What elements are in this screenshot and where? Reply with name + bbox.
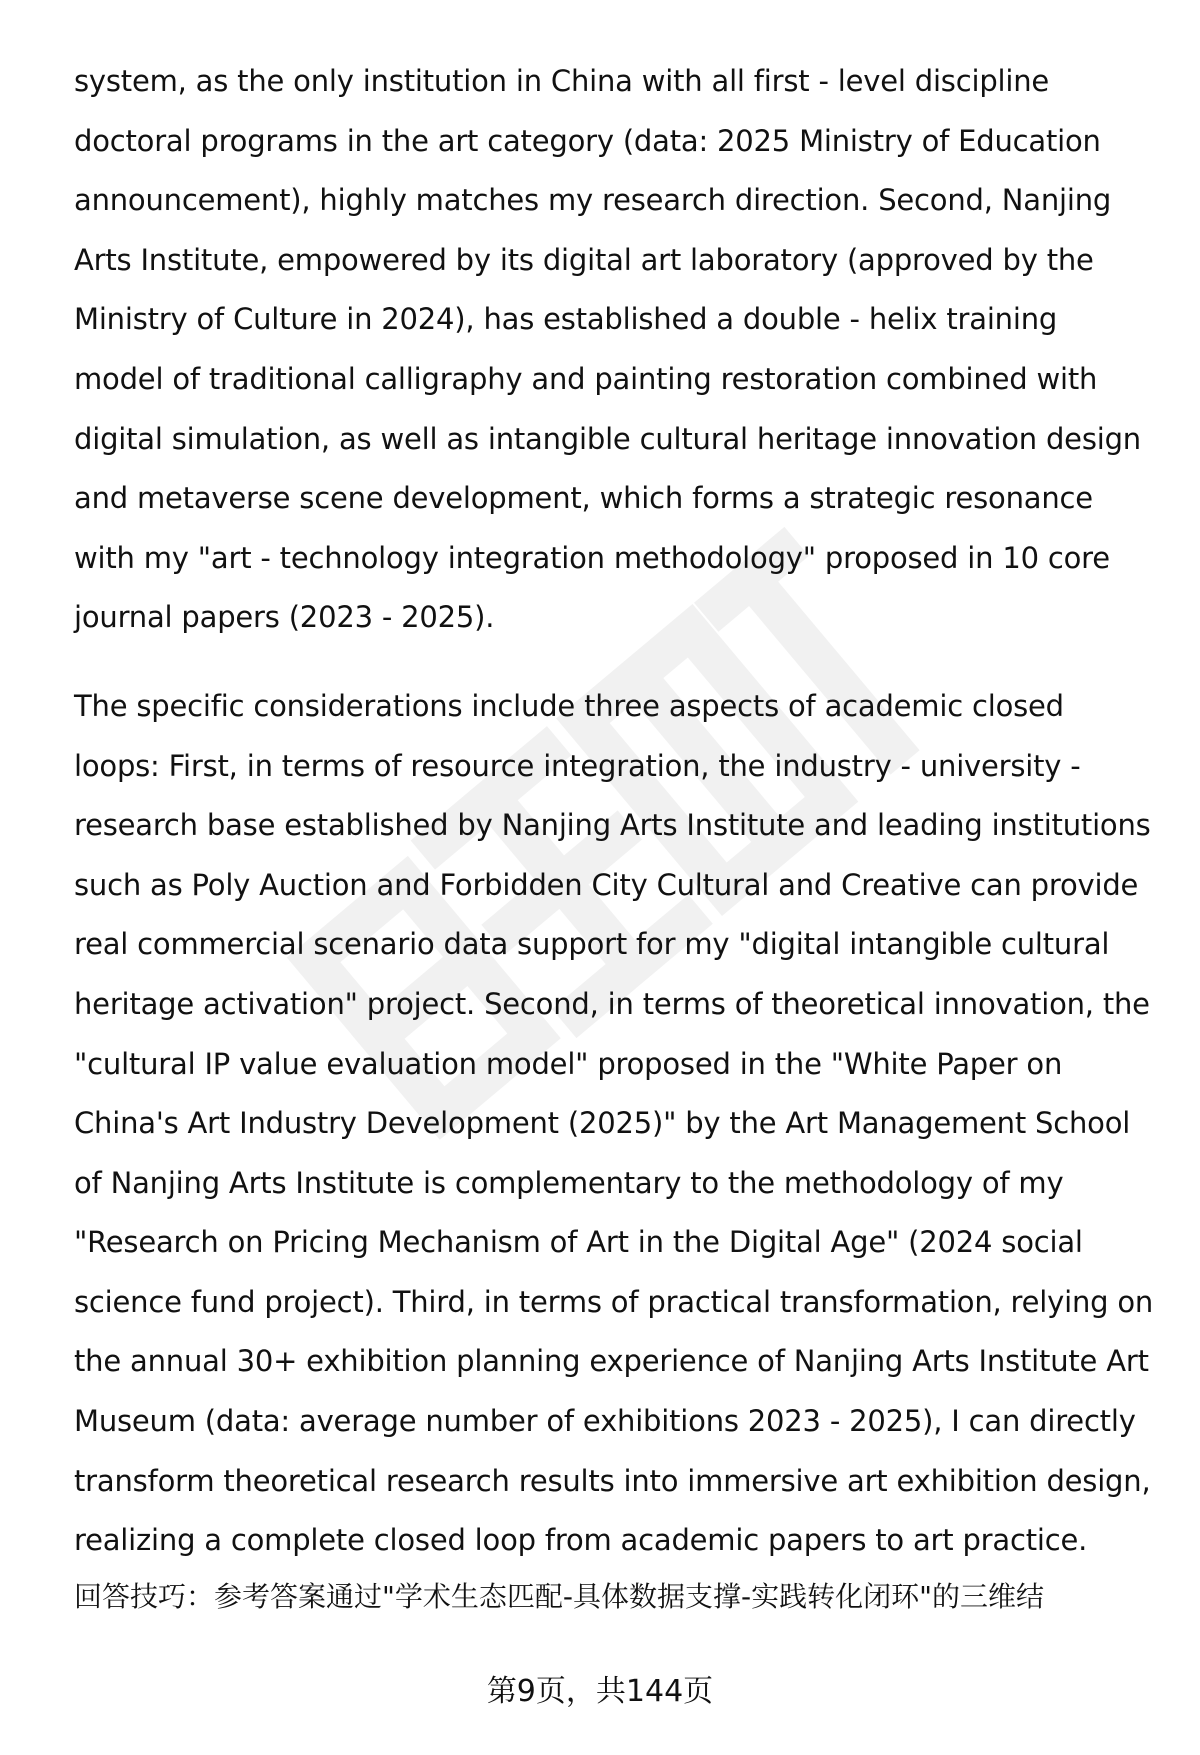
answer-tip: 回答技巧：参考答案通过"学术生态匹配-具体数据支撑-实践转化闭环"的三维结 <box>74 1580 1044 1613</box>
paragraph-continuation: system, as the only institution in China with all first - level discipline doctoral programs in the art category (data: 2025 Ministry of Education announcement), highly matches my research direction. Second, Nanjing Arts Institute, empowered by its digital art laboratory (approved by the Ministry of Culture in 2024), has established a double - helix training model of traditional calligraphy and painting restoration combined with digital simulation, as well as intangible cultural heritage innovation design and metaverse scene development, which forms a strategic resonance with my "art - technology integration methodology" proposed in 10 core journal papers (2023 - 2025). <box>74 64 1141 635</box>
body-content <box>74 52 1154 1571</box>
paragraph-considerations: The specific considerations include three aspects of academic closed loops: First, in terms of resource integration, the industry - university - research base established by Nanjing Arts Institute and leading institutions such as Poly Auction and Forbidden City Cultural and Creative can provide real commercial scenario data support for my "digital intangible cultural heritage activation" project. Second, in terms of theoretical innovation, the "cultural IP value evaluation model" proposed in the "White Paper on China's Art Industry Development (2025)" by the Art Management School of Nanjing Arts Institute is complementary to the methodology of my "Research on Pricing Mechanism of Art in the Digital Age" (2024 social science fund project). Third, in terms of practical transformation, relying on the annual 30+ exhibition planning experience of Nanjing Arts Institute Art Museum (data: average number of exhibitions 2023 - 2025), I can directly transform theoretical research results into immersive art exhibition design, realizing a complete closed loop from academic papers to art practice. <box>74 688 1154 1558</box>
page-number-footer: 第9页，共144页 <box>486 1674 714 1709</box>
